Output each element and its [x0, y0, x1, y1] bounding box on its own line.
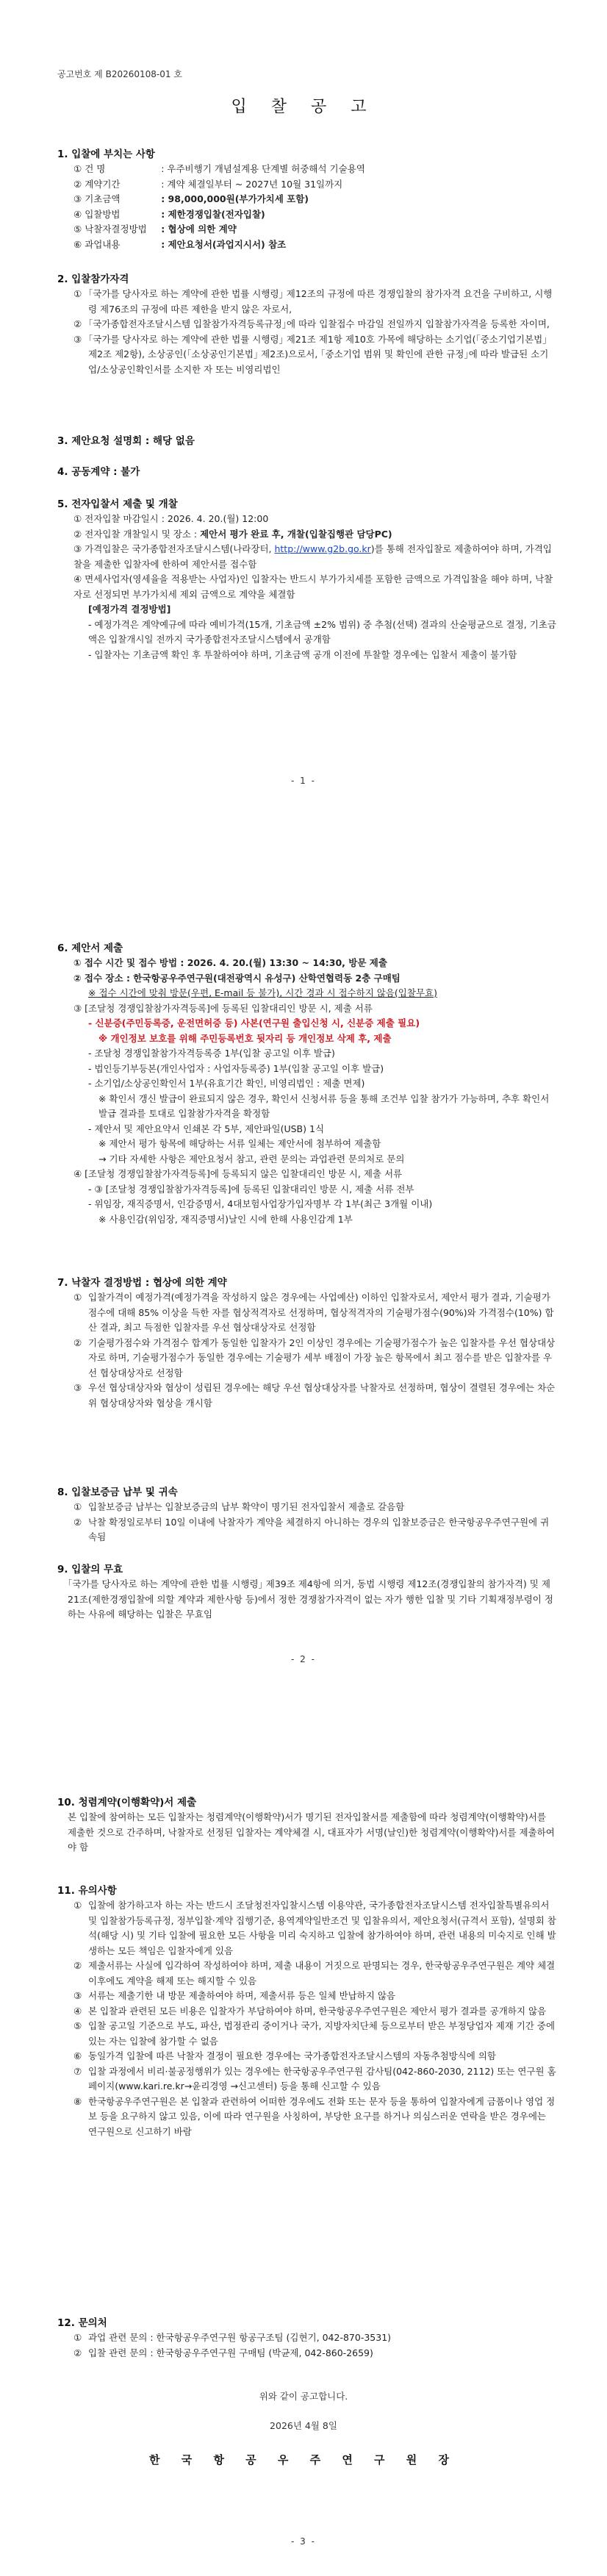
note: ※ 제안서 평가 항목에 해당하는 서류 일체는 제안서에 첨부하여 제출함: [98, 1138, 381, 1149]
list-item: ③ 우선 협상대상자와 협상이 성립된 경우에는 해당 우선 협상대상자를 낙찰자로 선정하며, 협상이 결렬된 경우에는 차순위 협상대상자와 협상을 개시함: [73, 1382, 556, 1409]
page-3: [0, 1720, 607, 2576]
section-heading: 10. 청렴계약(이행확약)서 제출: [57, 1797, 197, 1808]
list-item: ① 입찰에 참가하고자 하는 자는 반드시 조달청전자입찰시스템 이용약관, 국가종합전자조달시스템 전자입찰특별유의서 및 입찰참가등록규정, 정부입찰·계약 집행기준, 용역계약일반조건 및 입찰유의서, 제안요청서(규격서 포함), 설명회 참석(해당 시) 및 기타 입찰에 필요한 모든 사항을 미리 숙지하고 입찰에 참가하여야 하며, 관련 내용의 미숙지로 인해 발생하는 모든 책임은 입찰자에게 있음: [73, 1900, 556, 1956]
paragraph: 본 입찰에 참여하는 모든 입찰자는 청렴계약(이행확약)서가 명기된 전자입찰서를 제출함에 따라 청렴계약(이행확약)서를 제출한 것으로 간주하며, 낙찰자로 선정된 입찰자는 계약체결 시, 대표자가 서명(날인)한 청렴계약(이행확약)서를 제출하여야 함: [68, 1811, 555, 1853]
list-item: - 조달청 경쟁입찰참가자격등록증 1부(입찰 공고일 이후 발급): [88, 1048, 335, 1059]
list-item: ① 접수 시간 및 접수 방법 : 2026. 4. 20.(월) 13:30 ~ 14:30, 방문 제출: [73, 957, 387, 968]
list-item: ③ ｢국가를 당사자로 하는 계약에 관한 법률 시행령｣ 제21조 제1항 제10호 가목에 해당하는 소기업(｢중소기업기본법｣ 제2조 제2항), 소상공인(｢소상공인기본법｣ 제2조)으로서, ｢중소기업 범위 및 확인에 관한 규정｣에 따라 발급된 소기업/소상공인확인서를 소지한 자 또는 비영리법인: [73, 333, 549, 375]
section-10: [57, 1795, 557, 1856]
section-1-list: [57, 162, 557, 252]
section-12: [57, 2316, 557, 2361]
section-8: [57, 1485, 557, 1545]
section-1: [57, 147, 557, 252]
section-heading: 3. 제안요청 설명회 : 해당 없음: [57, 435, 195, 447]
list-item: ② 입찰 관련 문의 : 한국항공우주연구원 구매팀 (박균제, 042-860-2659): [73, 2347, 373, 2358]
note: ※ 확인서 갱신 발급이 완료되지 않은 경우, 확인서 신청서류 등을 통해 조건부 입찰 참가가 가능하며, 추후 확인서 발급 결과를 토대로 입찰참가자격을 확정함: [98, 1092, 550, 1119]
item-key: 과업내용: [85, 238, 121, 250]
list-item: - 소기업/소상공인확인서 1부(유효기간 확인, 비영리법인 : 제출 면제): [88, 1078, 365, 1089]
page-number: - 1 -: [291, 776, 316, 786]
item-mark: ⑥: [73, 238, 82, 250]
signature-org: 한 국 항 공 우 주 연 구 원 장: [149, 2453, 458, 2466]
item-value: : 제한경쟁입찰(전자입찰): [161, 208, 265, 220]
page-1: [0, 0, 607, 875]
item-value: : 98,000,000원(부가가치세 포함): [161, 193, 309, 204]
section-6: [57, 941, 557, 1227]
list-item: - 위임장, 재직증명서, 인감증명서, 4대보험사업장가입자명부 각 1부(최근 3개월 이내): [88, 1198, 433, 1209]
item-key: 낙찰자결정방법: [85, 223, 147, 235]
list-item: ⑥ 동일가격 입찰에 따른 낙찰자 결정이 필요한 경우에는 국가종합전자조달시스템의 자동추첨방식에 의함: [73, 2050, 496, 2061]
section-heading: 5. 전자입찰서 제출 및 개찰: [57, 498, 178, 510]
section-heading: 9. 입찰의 무효: [57, 1564, 123, 1575]
section-heading: 1. 입찰에 부치는 사항: [57, 149, 155, 160]
list-item: ① 입찰보증금 납부는 입찰보증금의 납부 확약이 명기된 전자입찰서 제출로 갈음함: [73, 1501, 405, 1512]
page-number: - 3 -: [291, 2536, 316, 2547]
list-item: - ③ [조달청 경쟁입찰참가자격등록]에 등록된 입찰대리인 방문 시, 제출 서류 전부: [88, 1183, 414, 1195]
list-item: - 신분증(주민등록증, 운전면허증 등) 사본(연구원 출입신청 시, 신분증 제출 필요): [88, 1017, 420, 1028]
list-item: ⑤ 입찰 공고일 기준으로 부도, 파산, 법정관리 중이거나 국가, 지방자치단체 등으로부터 받은 부정당업자 제재 기간 중에 있는 자는 입찰에 참가할 수 없음: [73, 2020, 556, 2047]
list-item: ③ 가격입찰은 국가종합전자조달시스템(나라장터, http://www.g2b.go.kr)를 통해 전자입찰로 제출하여야 하며, 가격입찰을 제출한 입찰자에 한하여 제안서를 접수함: [73, 543, 552, 570]
section-heading: 6. 제안서 제출: [57, 942, 123, 954]
page-2: [0, 875, 607, 1720]
item-mark: ①: [73, 163, 82, 174]
section-3: [57, 434, 557, 448]
subheading: [예정가격 결정방법]: [88, 604, 171, 615]
section-heading: 8. 입찰보증금 납부 및 귀속: [57, 1486, 178, 1498]
page-title: 입 찰 공 고: [231, 98, 376, 116]
list-item: ① 전자입찰 마감일시 : 2026. 4. 20.(월) 12:00: [73, 513, 269, 524]
closing-text: 위와 같이 공고합니다.: [259, 2391, 348, 2402]
section-heading: 12. 문의처: [57, 2317, 107, 2329]
doc-number: 공고번호 제 B20260108-01 호: [57, 69, 182, 79]
list-item: ② 접수 장소 : 한국항공우주연구원(대전광역시 유성구) 산학연협력동 2층 구매팀: [73, 972, 401, 984]
list-item: ② ｢국가종합전자조달시스템 입찰참가자격등록규정｣에 따라 입찰접수 마감일 전일까지 입찰참가자격을 등록한 자이며,: [73, 318, 550, 329]
list-item: ① ｢국가를 당사자로 하는 계약에 관한 법률 시행령｣ 제12조의 규정에 따른 경쟁입찰의 참가자격 요건을 구비하고, 시행령 제76조의 규정에 따른 제한을 받지 않은 자로서,: [73, 288, 553, 315]
section-heading: 2. 입찰참가자격: [57, 273, 129, 285]
note: ※ 접수 시간에 맞춰 방문(우편, E-mail 등 불가), 시간 경과 시 접수하지 않음(입찰무효): [88, 987, 437, 998]
paragraph: ｢국가를 당사자로 하는 계약에 관한 법률 시행령｣ 제39조 제4항에 의거, 동법 시행령 제12조(경쟁입찰의 참가자격) 및 제21조(제한경쟁입찰에 의할 계약과 제한사항 등)에서 정한 경쟁참가자격이 없는 자가 행한 입찰 및 기타 기획재정부령이 정하는 사유에 해당하는 입찰은 무효임: [68, 1578, 553, 1620]
item-value: : 제안요청서(과업지시서) 참조: [161, 238, 287, 250]
list-item: ④ 면세사업자(영세율을 적용받는 사업자)인 입찰자는 반드시 부가가치세를 포함한 금액으로 가격입찰을 해야 하며, 낙찰자로 선정되면 부가가치세 제외 금액으로 계약을 체결함: [73, 573, 553, 600]
item-key: 계약기간: [85, 178, 121, 190]
section-5: [57, 497, 557, 662]
list-item: - 예정가격은 계약예규에 따라 예비가격(15개, 기초금액 ±2% 범위) 중 추첨(선택) 결과의 산술평균으로 결정, 기초금액은 입찰개시일 전까지 국가종합전자조달시스템에서 공개함: [88, 618, 556, 645]
list-item: ⑧ 한국항공우주연구원은 본 입찰과 관련하여 어떠한 경우에도 전화 또는 문자 등을 통하여 입찰자에게 금품이나 영업 정보 등을 요구하지 않고 있음, 이에 따라 연구원을 사칭하여, 부당한 요구를 하거나 의심스러운 연락을 받은 경우에는 연구원으로 신고하기 바람: [73, 2095, 556, 2137]
item-mark: ④: [73, 208, 82, 220]
list-item: ③ 서류는 제출기한 내 방문 제출하여야 하며, 제출서류 등은 일체 반납하지 않음: [73, 1990, 396, 2001]
section-heading: 4. 공동계약 : 불가: [57, 466, 140, 478]
item-key: 입찰방법: [85, 208, 121, 220]
item-key: 기초금액: [85, 193, 121, 204]
note: ※ 사용인감(위임장, 재직증명서)날인 시에 한해 사용인감계 1부: [98, 1213, 353, 1225]
list-item: - 법인등기부등본(개인사업자 : 사업자등록증) 1부(입찰 공고일 이후 발급): [88, 1062, 384, 1074]
item-key: 건 명: [85, 163, 106, 174]
list-item: ③ [조달청 경쟁입찰참가자격등록]에 등록된 입찰대리인 방문 시, 제출 서류: [73, 1002, 373, 1014]
section-heading: 11. 유의사항: [57, 1885, 117, 1897]
section-11: [57, 1883, 557, 2139]
g2b-link[interactable]: http://www.g2b.go.kr: [274, 543, 371, 554]
item-mark: ⑤: [73, 223, 82, 235]
notice-date: 2026년 4월 8일: [270, 2420, 337, 2431]
list-item: ② 낙찰 확정일로부터 10일 이내에 낙찰자가 계약을 체결하지 아니하는 경우의 입찰보증금은 한국항공우주연구원에 귀속됨: [73, 1516, 550, 1542]
item-value: : 계약 체결일부터 ~ 2027년 10월 31일까지: [161, 178, 343, 190]
list-item: - 입찰자는 기초금액 확인 후 투찰하여야 하며, 기초금액 공개 이전에 투찰할 경우에는 입찰서 제출이 불가함: [88, 648, 517, 660]
list-item: - 제안서 및 제안요약서 인쇄본 각 5부, 제안파일(USB) 1식: [88, 1123, 325, 1134]
item-mark: ②: [73, 178, 82, 190]
list-item: ② 전자입찰 개찰일시 및 장소 : 제안서 평가 완료 후, 개찰(입찰집행관 담당PC): [73, 528, 392, 540]
list-item: ④ [조달청 경쟁입찰참가자격등록]에 등록되지 않은 입찰대리인 방문 시, 제출 서류: [73, 1168, 403, 1179]
section-2: [57, 272, 557, 377]
list-item: ① 과업 관련 문의 : 한국항공우주연구원 항공구조팀 (김현기, 042-870-3531): [73, 2332, 392, 2343]
note: → 기타 자세한 사항은 제안요청서 참고, 관련 문의는 과업관련 문의처로 문의: [98, 1153, 405, 1164]
list-item: ② 기술평가점수와 가격점수 합계가 동일한 입찰자가 2인 이상인 경우에는 기술평가점수가 높은 입찰자를 우선 협상대상자로 하며, 기술평가점수가 동일한 경우에는 기술평가 세부 배점이 가장 높은 항목에서 최고 점수를 받은 입찰자를 우선 협상대상자로 선정함: [73, 1337, 556, 1378]
section-7: [57, 1276, 557, 1411]
section-4: [57, 465, 557, 479]
section-9: [57, 1562, 557, 1622]
page-number: - 2 -: [291, 1654, 316, 1664]
note: ※ 개인정보 보호를 위해 주민등록번호 뒷자리 등 개인정보 삭제 후, 제출: [98, 1032, 392, 1044]
section-heading: 7. 낙찰자 결정방법 : 협상에 의한 계약: [57, 1277, 227, 1289]
item-value: : 우주비행기 개념설계용 단계별 허중해석 기술용역: [161, 163, 365, 174]
list-item: ④ 본 입찰과 관련된 모든 비용은 입찰자가 부담하여야 하며, 한국항공우주연구원은 제안서 평가 결과를 공개하지 않음: [73, 2005, 547, 2017]
list-item: ① 입찰가격이 예정가격(예정가격을 작성하지 않은 경우에는 사업예산) 이하인 입찰자로서, 제안서 평가 결과, 기술평가점수에 대해 85% 이상을 득한 자를 협상적격자로 선정하며, 협상적격자의 기술평가점수(90%)와 가격점수(10%) 합산 결과, 최고 득점한 입찰자를 우선 협상대상자로 선정함: [73, 1292, 554, 1333]
item-value: : 협상에 의한 계약: [161, 223, 237, 235]
list-item: ⑦ 입찰 과정에서 비리·불공정행위가 있는 경우에는 한국항공우주연구원 감사팀(042-860-2030, 2112) 또는 연구원 홈페이지(www.kari.re.kr→윤리경영 →신고센터) 등을 통해 신고할 수 있음: [73, 2065, 556, 2092]
list-item: ② 제출서류는 사실에 입각하여 작성하여야 하며, 제출 내용이 거짓으로 판명되는 경우, 한국항공우주연구원은 계약 체결 이후에도 계약을 해제 또는 해지할 수 있음: [73, 1960, 556, 1986]
item-mark: ③: [73, 193, 82, 204]
